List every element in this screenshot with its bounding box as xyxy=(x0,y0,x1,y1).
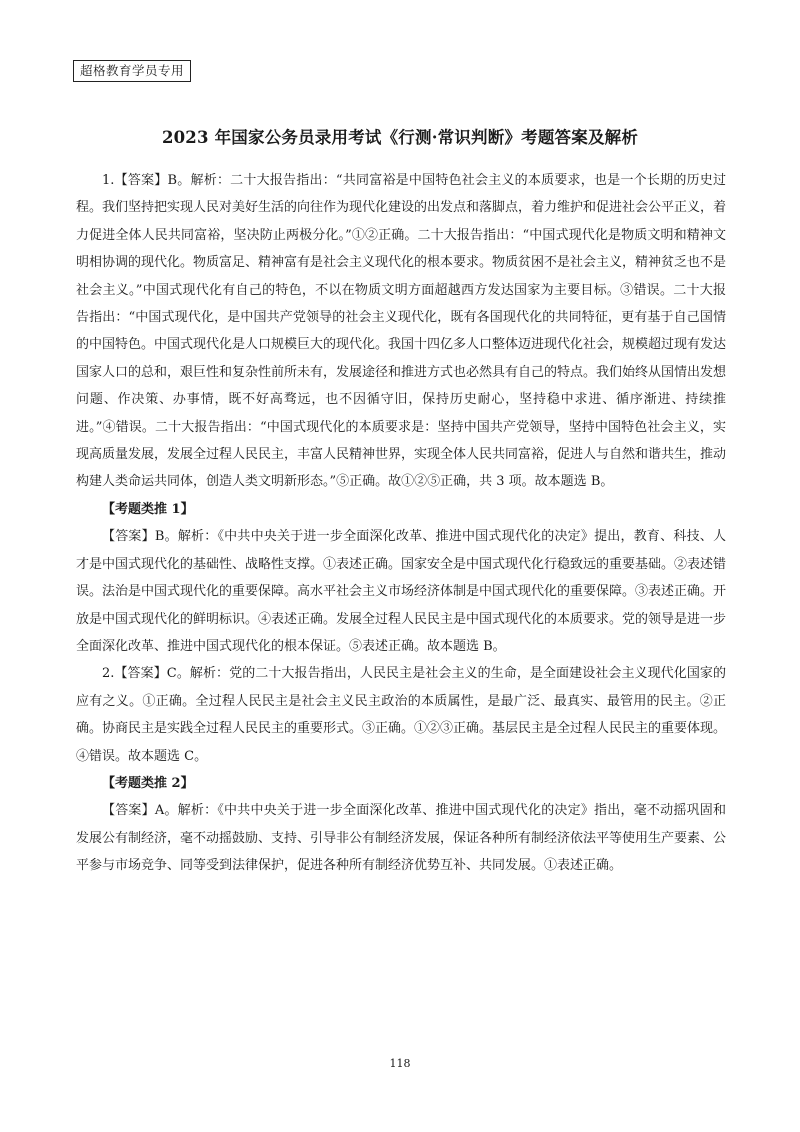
stamp-label: 超格教育学员专用 xyxy=(73,60,191,82)
answer-2-paragraph: 2.【答案】C。解析：党的二十大报告指出，人民民主是社会主义的生命，是全面建设社会主义现代化国家的应有之义。①正确。全过程人民民主是社会主义民主政治的本质属性，是最广泛、最真实、最管用的民主。②正确。协商民主是实践全过程人民民主的重要形式。③正确。①②③正确。基层民主是全过程人民民主的重要体现。④错误。故本题选 C。 xyxy=(76,666,727,764)
page-title: 2023 年国家公务员录用考试《行测·常识判断》考题答案及解析 xyxy=(161,128,639,147)
analogy-2-paragraph: 【答案】A。解析：《中共中央关于进一步全面深化改革、推进中国式现代化的决定》指出，毫不动摇巩固和发展公有制经济，毫不动摇鼓励、支持、引导非公有制经济发展，保证各种所有制经济依法平等使用生产要素、公平参与市场竞争、同等受到法律保护，促进各种所有制经济优势互补、共同发展。①表述正确。 xyxy=(76,803,727,874)
answer-1-paragraph: 1.【答案】B。解析：二十大报告指出：“共同富裕是中国特色社会主义的本质要求，也是一个长期的历史过程。我们坚持把实现人民对美好生活的向往作为现代化建设的出发点和落脚点，着力维护和促进社会公平正义，着力促进全体人民共同富裕，坚决防止两极分化。”①②正确。二十大报告指出：“中国式现代化是物质文明和精神文明相协调的现代化。物质富足、精神富有是社会主义现代化的根本要求。物质贫困不是社会主义，精神贫乏也不是社会主义。”中国式现代化有自己的特色，不以在物质文明方面超越西方发达国家为主要目标。③错误。二十大报告指出：“中国式现代化，是中国共产党领导的社会主义现代化，既有各国现代化的共同特征，更有基于自己国情的中国特色。中国式现代化是人口规模巨大的现代化。我国十四亿多人口整体迈进现代化社会，规模超过现有发达国家人口的总和，艰巨性和复杂性前所未有，发展途径和推进方式也必然具有自己的特点。我们始终从国情出发想问题、作决策、办事情，既不好高骛远，也不因循守旧，保持历史耐心，坚持稳中求进、循序渐进、持续推进。”④错误。二十大报告指出：“中国式现代化的本质要求是：坚持中国共产党领导，坚持中国特色社会主义，实现高质量发展，发展全过程人民民主，丰富人民精神世界，实现全体人民共同富裕，促进人与自然和谐共生，推动构建人类命运共同体，创造人类文明新形态。”⑤正确。故①②⑤正确，共 3 项。故本题选 B。 xyxy=(76,173,727,490)
subheading-analogy-2: 【考题类推 2】 xyxy=(102,775,194,791)
subheading-analogy-1: 【考题类推 1】 xyxy=(102,501,194,517)
page-number: 118 xyxy=(389,1057,411,1070)
answer-body xyxy=(76,167,726,880)
analogy-1-paragraph: 【答案】B。解析：《中共中央关于进一步全面深化改革、推进中国式现代化的决定》提出，教育、科技、人才是中国式现代化的基础性、战略性支撑。①表述正确。国家安全是中国式现代化行稳致远的重要基础。②表述错误。法治是中国式现代化的重要保障。高水平社会主义市场经济体制是中国式现代化的重要保障。③表述正确。开放是中国式现代化的鲜明标识。④表述正确。发展全过程人民民主是中国式现代化的本质要求。党的领导是进一步全面深化改革、推进中国式现代化的根本保证。⑤表述正确。故本题选 B。 xyxy=(76,529,727,654)
